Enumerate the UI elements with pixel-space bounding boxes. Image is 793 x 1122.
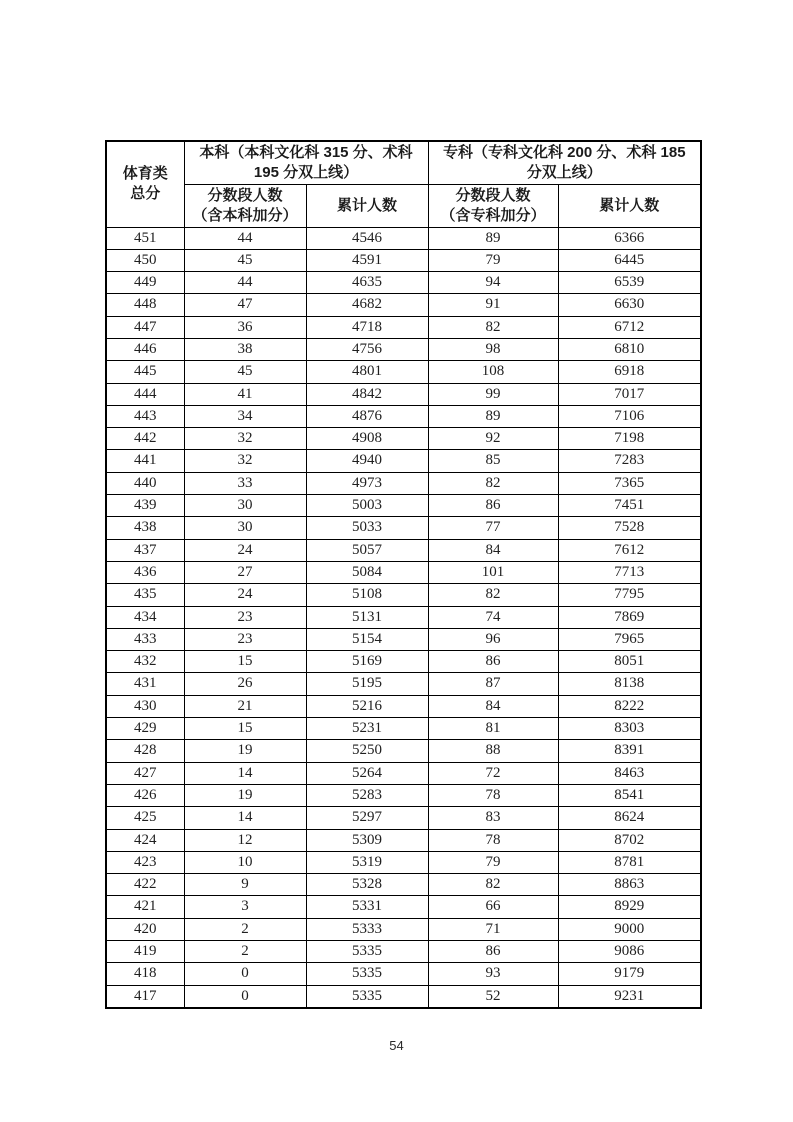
- subheader-line: （含专科加分）: [440, 206, 546, 224]
- total-score-cell: 440: [106, 472, 184, 494]
- college-count-cell: 82: [428, 472, 558, 494]
- total-score-cell: 434: [106, 606, 184, 628]
- subheader-college-segment-count: [428, 184, 558, 227]
- undergraduate-cumulative-cell: 5108: [306, 584, 428, 606]
- college-count-cell: 94: [428, 272, 558, 294]
- table-row: [106, 249, 701, 271]
- total-score-cell: 446: [106, 338, 184, 360]
- total-score-cell: 423: [106, 851, 184, 873]
- undergraduate-cumulative-cell: 5084: [306, 561, 428, 583]
- college-cumulative-cell: 6918: [558, 361, 701, 383]
- total-score-cell: 449: [106, 272, 184, 294]
- undergraduate-cumulative-cell: 5216: [306, 695, 428, 717]
- undergraduate-count-cell: 15: [184, 718, 306, 740]
- table-row: [106, 338, 701, 360]
- table-row: [106, 584, 701, 606]
- undergraduate-count-cell: 2: [184, 941, 306, 963]
- table-row: [106, 941, 701, 963]
- college-count-cell: 84: [428, 695, 558, 717]
- college-cumulative-cell: 7795: [558, 584, 701, 606]
- table-row: [106, 561, 701, 583]
- table-row: [106, 517, 701, 539]
- college-cumulative-cell: 7965: [558, 628, 701, 650]
- college-cumulative-cell: 8702: [558, 829, 701, 851]
- undergraduate-count-cell: 26: [184, 673, 306, 695]
- college-cumulative-cell: 6539: [558, 272, 701, 294]
- college-cumulative-cell: 6712: [558, 316, 701, 338]
- undergraduate-cumulative-cell: 5264: [306, 762, 428, 784]
- table-row: [106, 361, 701, 383]
- college-count-cell: 82: [428, 316, 558, 338]
- table-row: [106, 450, 701, 472]
- college-cumulative-cell: 7106: [558, 405, 701, 427]
- undergraduate-count-cell: 15: [184, 651, 306, 673]
- college-cumulative-cell: 8138: [558, 673, 701, 695]
- undergraduate-cumulative-cell: 5169: [306, 651, 428, 673]
- college-cumulative-cell: 8391: [558, 740, 701, 762]
- group-header-college: 专科（专科文化科 200 分、术科 185 分双上线）: [428, 141, 701, 184]
- college-count-cell: 84: [428, 539, 558, 561]
- undergraduate-count-cell: 14: [184, 762, 306, 784]
- total-score-cell: 427: [106, 762, 184, 784]
- sub-header-row: [106, 184, 701, 227]
- table-row: [106, 718, 701, 740]
- undergraduate-count-cell: 14: [184, 807, 306, 829]
- undergraduate-cumulative-cell: 4801: [306, 361, 428, 383]
- table-row: [106, 405, 701, 427]
- table-row: [106, 829, 701, 851]
- total-score-cell: 435: [106, 584, 184, 606]
- college-cumulative-cell: 7528: [558, 517, 701, 539]
- college-cumulative-cell: 8051: [558, 651, 701, 673]
- undergraduate-count-cell: 38: [184, 338, 306, 360]
- undergraduate-cumulative-cell: 5335: [306, 985, 428, 1008]
- table-row: [106, 762, 701, 784]
- undergraduate-count-cell: 24: [184, 539, 306, 561]
- college-count-cell: 79: [428, 851, 558, 873]
- undergraduate-cumulative-cell: 5335: [306, 963, 428, 985]
- college-count-cell: 89: [428, 405, 558, 427]
- table-row: [106, 628, 701, 650]
- college-count-cell: 78: [428, 784, 558, 806]
- undergraduate-cumulative-cell: 5333: [306, 918, 428, 940]
- total-score-cell: 421: [106, 896, 184, 918]
- table-row: [106, 539, 701, 561]
- table-row: [106, 985, 701, 1008]
- subheader-line: 分数段人数: [207, 186, 283, 204]
- college-count-cell: 87: [428, 673, 558, 695]
- undergraduate-count-cell: 36: [184, 316, 306, 338]
- college-count-cell: 82: [428, 584, 558, 606]
- undergraduate-cumulative-cell: 5297: [306, 807, 428, 829]
- subheader-undergraduate-cumulative: 累计人数: [306, 184, 428, 227]
- total-score-cell: 448: [106, 294, 184, 316]
- total-score-cell: 441: [106, 450, 184, 472]
- table-row: [106, 896, 701, 918]
- college-count-cell: 96: [428, 628, 558, 650]
- undergraduate-count-cell: 47: [184, 294, 306, 316]
- total-score-cell: 450: [106, 249, 184, 271]
- table-row: [106, 784, 701, 806]
- total-score-cell: 420: [106, 918, 184, 940]
- undergraduate-count-cell: 33: [184, 472, 306, 494]
- subheader-line: （含本科加分）: [192, 206, 298, 224]
- score-distribution-table: [105, 140, 702, 1009]
- college-count-cell: 74: [428, 606, 558, 628]
- undergraduate-cumulative-cell: 4940: [306, 450, 428, 472]
- undergraduate-cumulative-cell: 5250: [306, 740, 428, 762]
- group-header-undergraduate: 本科（本科文化科 315 分、术科 195 分双上线）: [184, 141, 428, 184]
- college-count-cell: 86: [428, 651, 558, 673]
- college-cumulative-cell: 7451: [558, 495, 701, 517]
- undergraduate-cumulative-cell: 5331: [306, 896, 428, 918]
- total-score-cell: 431: [106, 673, 184, 695]
- undergraduate-cumulative-cell: 5328: [306, 874, 428, 896]
- total-score-cell: 451: [106, 227, 184, 249]
- total-score-cell: 432: [106, 651, 184, 673]
- college-count-cell: 71: [428, 918, 558, 940]
- college-cumulative-cell: 8863: [558, 874, 701, 896]
- college-cumulative-cell: 8222: [558, 695, 701, 717]
- undergraduate-cumulative-cell: 4756: [306, 338, 428, 360]
- table-row: [106, 673, 701, 695]
- undergraduate-cumulative-cell: 5131: [306, 606, 428, 628]
- total-score-cell: 439: [106, 495, 184, 517]
- undergraduate-cumulative-cell: 5195: [306, 673, 428, 695]
- total-score-cell: 429: [106, 718, 184, 740]
- college-cumulative-cell: 7017: [558, 383, 701, 405]
- college-cumulative-cell: 6445: [558, 249, 701, 271]
- undergraduate-cumulative-cell: 4546: [306, 227, 428, 249]
- undergraduate-count-cell: 19: [184, 784, 306, 806]
- corner-header-line2: 总分: [130, 185, 161, 203]
- undergraduate-cumulative-cell: 4591: [306, 249, 428, 271]
- table-row: [106, 227, 701, 249]
- total-score-cell: 428: [106, 740, 184, 762]
- undergraduate-count-cell: 45: [184, 361, 306, 383]
- undergraduate-count-cell: 27: [184, 561, 306, 583]
- corner-header-line1: 体育类: [122, 165, 168, 183]
- college-cumulative-cell: 7612: [558, 539, 701, 561]
- undergraduate-cumulative-cell: 4682: [306, 294, 428, 316]
- table-row: [106, 695, 701, 717]
- total-score-cell: 424: [106, 829, 184, 851]
- undergraduate-cumulative-cell: 5033: [306, 517, 428, 539]
- undergraduate-cumulative-cell: 5003: [306, 495, 428, 517]
- undergraduate-count-cell: 0: [184, 963, 306, 985]
- table-row: [106, 495, 701, 517]
- college-cumulative-cell: 7713: [558, 561, 701, 583]
- college-count-cell: 99: [428, 383, 558, 405]
- college-cumulative-cell: 8303: [558, 718, 701, 740]
- page-number: 54: [389, 1038, 404, 1053]
- undergraduate-count-cell: 12: [184, 829, 306, 851]
- college-count-cell: 91: [428, 294, 558, 316]
- college-count-cell: 88: [428, 740, 558, 762]
- total-score-cell: 417: [106, 985, 184, 1008]
- undergraduate-count-cell: 10: [184, 851, 306, 873]
- undergraduate-count-cell: 34: [184, 405, 306, 427]
- undergraduate-cumulative-cell: 4973: [306, 472, 428, 494]
- subheader-college-cumulative: 累计人数: [558, 184, 701, 227]
- college-count-cell: 82: [428, 874, 558, 896]
- table-row: [106, 606, 701, 628]
- subheader-line: 分数段人数: [455, 186, 531, 204]
- college-count-cell: 52: [428, 985, 558, 1008]
- college-cumulative-cell: 9086: [558, 941, 701, 963]
- total-score-cell: 430: [106, 695, 184, 717]
- table-row: [106, 807, 701, 829]
- total-score-cell: 418: [106, 963, 184, 985]
- college-cumulative-cell: 9231: [558, 985, 701, 1008]
- undergraduate-cumulative-cell: 4908: [306, 428, 428, 450]
- corner-header-total-score: [106, 141, 184, 227]
- subheader-undergraduate-segment-count: [184, 184, 306, 227]
- total-score-cell: 447: [106, 316, 184, 338]
- total-score-cell: 443: [106, 405, 184, 427]
- undergraduate-cumulative-cell: 5231: [306, 718, 428, 740]
- college-cumulative-cell: 6810: [558, 338, 701, 360]
- undergraduate-count-cell: 45: [184, 249, 306, 271]
- college-cumulative-cell: 8781: [558, 851, 701, 873]
- college-count-cell: 101: [428, 561, 558, 583]
- college-count-cell: 78: [428, 829, 558, 851]
- undergraduate-cumulative-cell: 5057: [306, 539, 428, 561]
- undergraduate-count-cell: 21: [184, 695, 306, 717]
- undergraduate-count-cell: 30: [184, 495, 306, 517]
- college-cumulative-cell: 8929: [558, 896, 701, 918]
- undergraduate-count-cell: 41: [184, 383, 306, 405]
- college-cumulative-cell: 7283: [558, 450, 701, 472]
- undergraduate-cumulative-cell: 4876: [306, 405, 428, 427]
- undergraduate-count-cell: 2: [184, 918, 306, 940]
- table-row: [106, 740, 701, 762]
- undergraduate-count-cell: 23: [184, 628, 306, 650]
- college-cumulative-cell: 9000: [558, 918, 701, 940]
- college-count-cell: 86: [428, 941, 558, 963]
- college-count-cell: 77: [428, 517, 558, 539]
- undergraduate-count-cell: 9: [184, 874, 306, 896]
- college-count-cell: 81: [428, 718, 558, 740]
- college-count-cell: 85: [428, 450, 558, 472]
- table-row: [106, 316, 701, 338]
- undergraduate-count-cell: 30: [184, 517, 306, 539]
- undergraduate-cumulative-cell: 4635: [306, 272, 428, 294]
- college-count-cell: 92: [428, 428, 558, 450]
- undergraduate-cumulative-cell: 4718: [306, 316, 428, 338]
- college-count-cell: 72: [428, 762, 558, 784]
- total-score-cell: 437: [106, 539, 184, 561]
- table-row: [106, 963, 701, 985]
- college-count-cell: 98: [428, 338, 558, 360]
- college-cumulative-cell: 7365: [558, 472, 701, 494]
- group-header-row: [106, 141, 701, 184]
- table-row: [106, 651, 701, 673]
- college-cumulative-cell: 8541: [558, 784, 701, 806]
- college-cumulative-cell: 7869: [558, 606, 701, 628]
- college-count-cell: 89: [428, 227, 558, 249]
- undergraduate-count-cell: 23: [184, 606, 306, 628]
- total-score-cell: 445: [106, 361, 184, 383]
- total-score-cell: 419: [106, 941, 184, 963]
- undergraduate-count-cell: 19: [184, 740, 306, 762]
- undergraduate-count-cell: 3: [184, 896, 306, 918]
- college-cumulative-cell: 7198: [558, 428, 701, 450]
- total-score-cell: 422: [106, 874, 184, 896]
- total-score-cell: 433: [106, 628, 184, 650]
- table-row: [106, 428, 701, 450]
- undergraduate-cumulative-cell: 5154: [306, 628, 428, 650]
- undergraduate-count-cell: 32: [184, 428, 306, 450]
- college-count-cell: 66: [428, 896, 558, 918]
- college-count-cell: 83: [428, 807, 558, 829]
- college-cumulative-cell: 8624: [558, 807, 701, 829]
- table-row: [106, 472, 701, 494]
- college-cumulative-cell: 6630: [558, 294, 701, 316]
- total-score-cell: 436: [106, 561, 184, 583]
- total-score-cell: 442: [106, 428, 184, 450]
- undergraduate-cumulative-cell: 4842: [306, 383, 428, 405]
- total-score-cell: 438: [106, 517, 184, 539]
- table-row: [106, 874, 701, 896]
- undergraduate-cumulative-cell: 5283: [306, 784, 428, 806]
- college-count-cell: 86: [428, 495, 558, 517]
- undergraduate-cumulative-cell: 5319: [306, 851, 428, 873]
- undergraduate-count-cell: 24: [184, 584, 306, 606]
- undergraduate-count-cell: 44: [184, 272, 306, 294]
- college-count-cell: 79: [428, 249, 558, 271]
- table-row: [106, 918, 701, 940]
- table-row: [106, 272, 701, 294]
- college-count-cell: 93: [428, 963, 558, 985]
- college-cumulative-cell: 8463: [558, 762, 701, 784]
- table-row: [106, 851, 701, 873]
- college-cumulative-cell: 6366: [558, 227, 701, 249]
- undergraduate-count-cell: 44: [184, 227, 306, 249]
- college-count-cell: 108: [428, 361, 558, 383]
- total-score-cell: 426: [106, 784, 184, 806]
- table-row: [106, 383, 701, 405]
- undergraduate-count-cell: 0: [184, 985, 306, 1008]
- total-score-cell: 444: [106, 383, 184, 405]
- undergraduate-count-cell: 32: [184, 450, 306, 472]
- table-row: [106, 294, 701, 316]
- undergraduate-cumulative-cell: 5335: [306, 941, 428, 963]
- total-score-cell: 425: [106, 807, 184, 829]
- undergraduate-cumulative-cell: 5309: [306, 829, 428, 851]
- college-cumulative-cell: 9179: [558, 963, 701, 985]
